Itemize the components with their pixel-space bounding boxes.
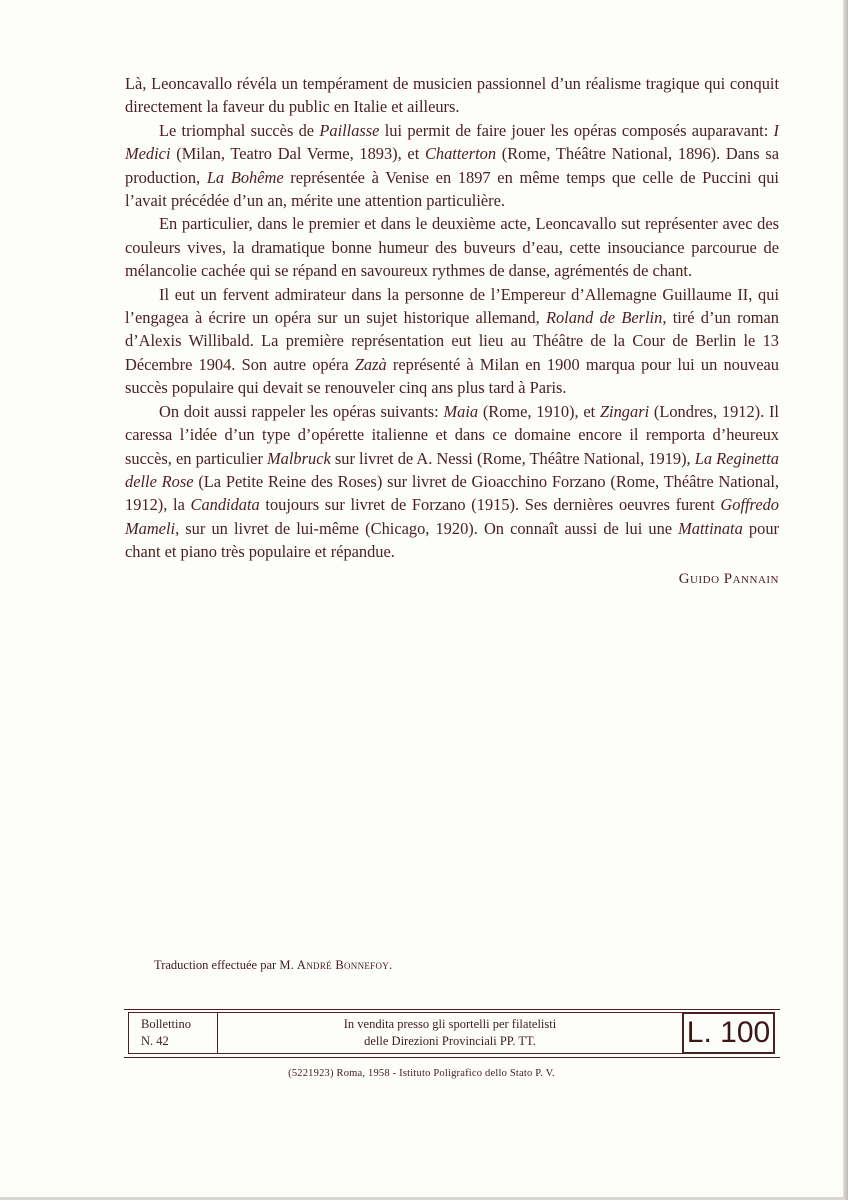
bulletin-box <box>128 1012 218 1054</box>
bulletin-number: N. 42 <box>141 1034 169 1048</box>
text-run: représenté à Milan en 1900 marqua pour lui un nouveau succès populaire qui devait se renouveler cinq ans plus tard à Paris. <box>125 354 779 398</box>
text-run: Il eut un fervent admirateur dans la personne de l’Empereur d’Allemagne Guillaume II, qui l’engagea à écrire un opéra sur un sujet historique allemand, <box>125 284 779 328</box>
paragraph-5 <box>125 400 779 564</box>
opera-title-la-reginetta: La Reginetta delle Rose <box>125 448 779 491</box>
price-box <box>682 1012 775 1054</box>
text-run: , tiré d’un roman d’Alexis Willibald. La première représentation eut lieu au Théâtre de la Cour de Berlin le 13 Décembre 1904. Son autre opéra <box>125 308 780 374</box>
paragraph-3: En particulier, dans le premier et dans le deuxième acte, Leoncavallo sut représenter avec des couleurs vives, la dramatique bonne humeur des buveurs d’eau, cette insouciance parcourue de mélancolie cachée qui se répand en savoureux rythmes de danse, agrémentés de chant. <box>125 214 779 281</box>
opera-title-zaza: Zazà <box>354 354 387 374</box>
opera-title-roland-de-berlin: Roland de Berlin <box>545 308 663 328</box>
footer-bottom-rule <box>124 1057 780 1058</box>
text-run: sur livret de A. Nessi (Rome, Théâtre National, 1919), <box>330 448 695 468</box>
text-run: représentée à Venise en 1897 en même temps que celle de Puccini qui l’avait précédée d’un an, mérite une attention particulière. <box>125 167 779 211</box>
text-run: (Londres, 1912). Il caressa l’idée d’un type d’opérette italienne et dans ce domaine encore il remporta d’heureux succès, en particulier <box>125 401 779 468</box>
bulletin-label: Bollettino <box>141 1017 191 1031</box>
translation-credit <box>154 958 393 973</box>
text-run: , sur un livret de lui-même (Chicago, 1920). On connaît aussi de lui une <box>175 518 679 538</box>
text-run: lui permit de faire jouer les opéras composés auparavant: <box>379 120 774 140</box>
author-signature: Guido Pannain <box>678 570 779 587</box>
text-run: pour chant et piano très populaire et répandue. <box>125 518 779 562</box>
paragraph-2 <box>125 119 779 213</box>
text-run: (Milan, Teatro Dal Verme, 1893), et <box>170 144 425 164</box>
opera-title-i-medici: I Medici <box>125 120 779 164</box>
printer-imprint: (5221923) Roma, 1958 - Istituto Poligrafico dello Stato P. V. <box>288 1068 555 1079</box>
text-run: Le triomphal succès de <box>159 120 320 140</box>
text-run: (La Petite Reine des Roses) sur livret de Gioacchino Forzano (Rome, Théâtre National, 1912), la <box>125 471 779 515</box>
text-run: (Rome, 1910), et <box>478 401 600 421</box>
opera-title-malbruck: Malbruck <box>267 448 331 468</box>
opera-title-maia: Maia <box>443 401 479 421</box>
opera-title-candidata: Candidata <box>190 495 260 515</box>
price-label: L. 100 <box>686 1016 771 1049</box>
translator-name: M. André Bonnefoy. <box>279 958 393 972</box>
opera-title-goffredo-mameli: Goffredo Mameli <box>125 495 779 538</box>
sale-line-2: delle Direzioni Provinciali PP. TT. <box>364 1034 536 1048</box>
opera-title-zingari: Zingari <box>599 401 650 421</box>
translation-prefix: Traduction effectuée par <box>154 958 280 972</box>
text-run: toujours sur livret de Forzano (1915). Ses dernières oeuvres furent <box>259 495 721 515</box>
text-run: (Rome, Théâtre National, 1896). Dans sa production, <box>125 144 779 187</box>
sale-info-box <box>218 1012 682 1054</box>
article-body <box>125 72 779 591</box>
paragraph-1: Là, Leoncavallo révéla un tempérament de musicien passionnel d’un réalisme tragique qui conquit directement la faveur du public en Italie et ailleurs. <box>125 74 779 117</box>
opera-title-la-boheme: La Bohême <box>206 167 284 187</box>
sale-line-1: In vendita presso gli sportelli per filatelisti <box>343 1017 557 1031</box>
opera-title-chatterton: Chatterton <box>424 144 497 164</box>
paragraph-4 <box>125 283 779 400</box>
footer-top-rule <box>124 1009 780 1010</box>
song-title-mattinata: Mattinata <box>678 518 743 538</box>
text-run: On doit aussi rappeler les opéras suivants: <box>159 401 444 421</box>
page-edge-shadow <box>843 0 848 1200</box>
opera-title-paillasse: Paillasse <box>319 120 380 140</box>
